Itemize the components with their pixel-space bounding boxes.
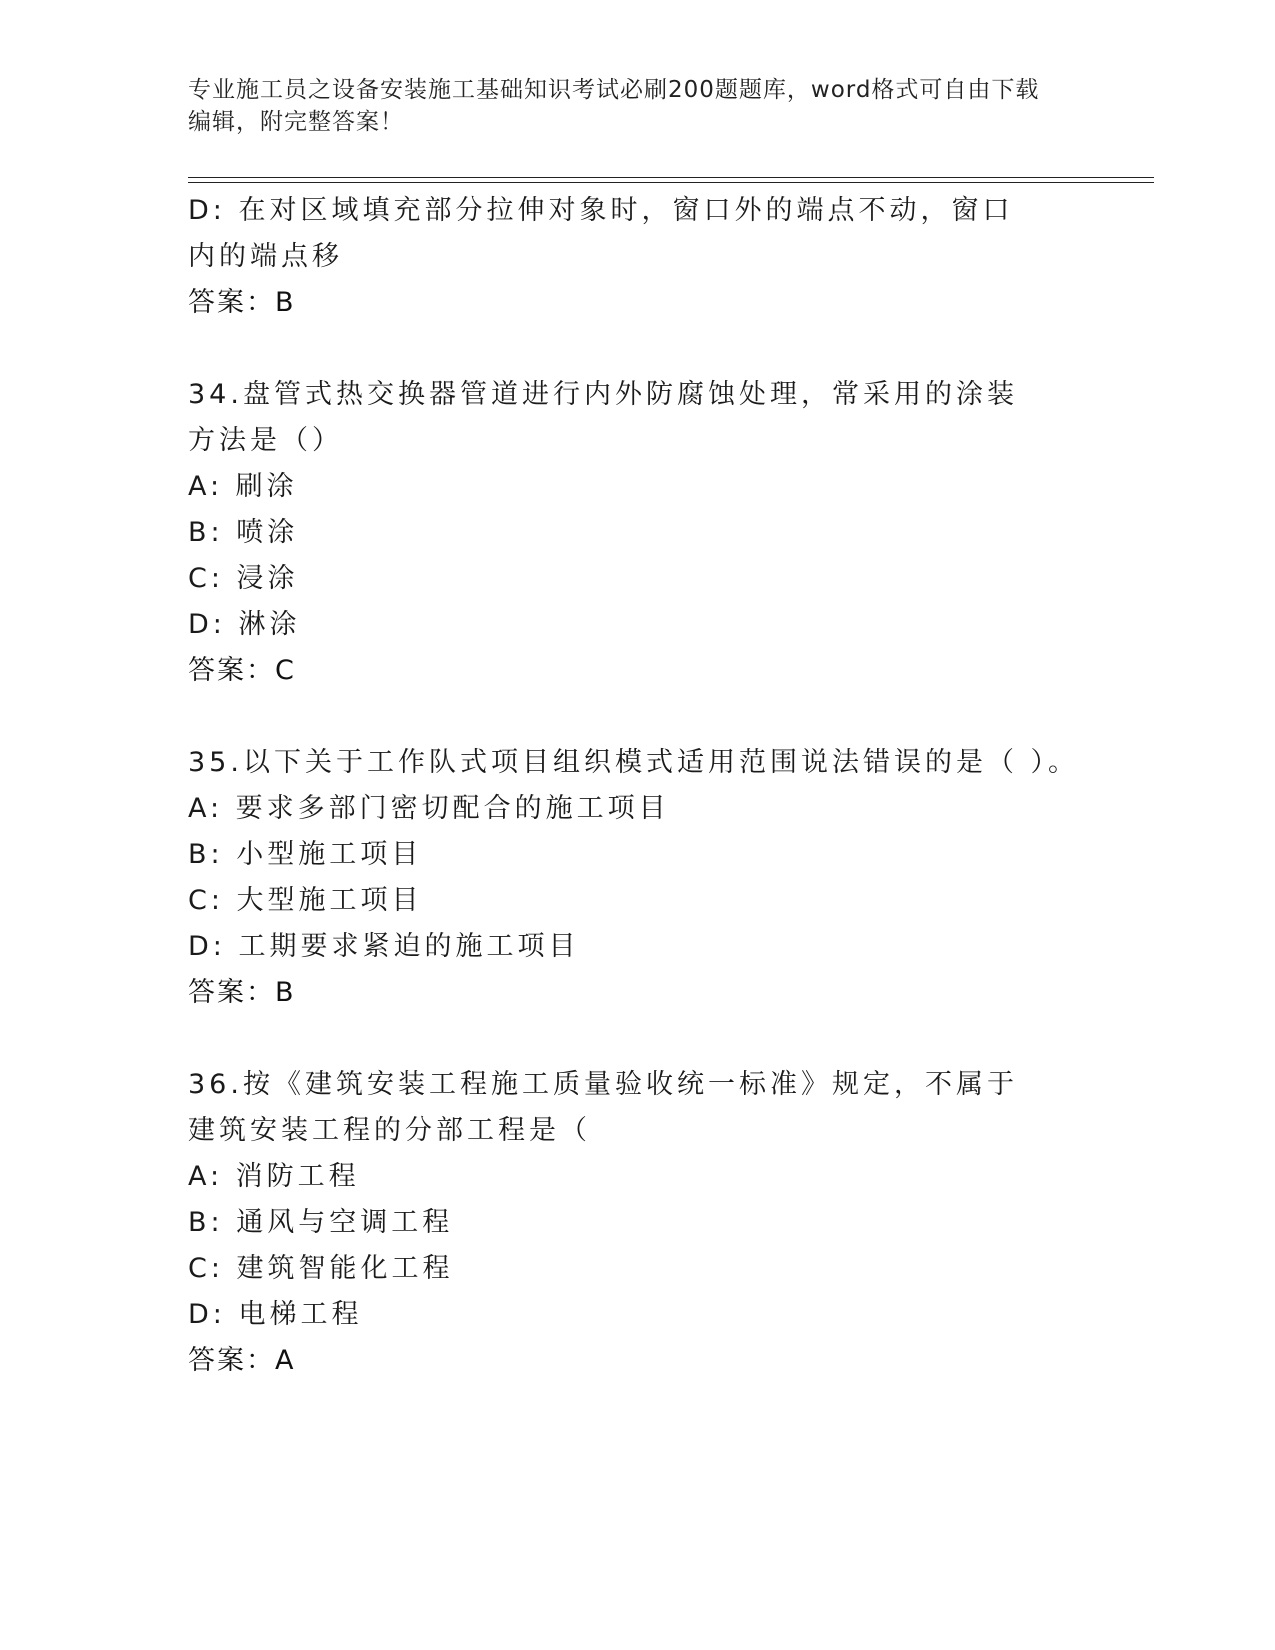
question-text: 36.按《建筑安装工程施工质量验收统一标准》规定，不属于建筑安装工程的分部工程是（: [188, 1069, 1018, 1146]
question-text: 35.以下关于工作队式项目组织模式适用范围说法错误的是（ ）。: [188, 747, 1080, 778]
option-b: B: 小型施工项目: [188, 839, 423, 870]
header-title-line-2: 编辑，附完整答案！: [188, 109, 404, 135]
document-header: [188, 74, 1068, 138]
question-block-36: [188, 1062, 1068, 1384]
header-title-line-1: 专业施工员之设备安装施工基础知识考试必刷200题题库，word格式可自由下载: [188, 77, 1040, 103]
option-d: D: 在对区域填充部分拉伸对象时，窗口外的端点不动，窗口内的端点移: [188, 195, 1014, 272]
option-c: C: 建筑智能化工程: [188, 1253, 454, 1284]
header-divider-bottom: [188, 182, 1154, 183]
block-spacer: [188, 694, 1068, 740]
option-a: A: 要求多部门密切配合的施工项目: [188, 793, 670, 824]
option-b: B: 喷涂: [188, 517, 299, 548]
option-d: D: 电梯工程: [188, 1299, 363, 1330]
question-block-35: [188, 740, 1080, 1016]
question-block-34: [188, 372, 1068, 694]
question-text: 34.盘管式热交换器管道进行内外防腐蚀处理，常采用的涂装方法是（）: [188, 379, 1018, 456]
answer-line: 答案：B: [188, 287, 296, 318]
option-c: C: 大型施工项目: [188, 885, 423, 916]
block-spacer: [188, 1016, 1068, 1062]
option-a: A: 刷涂: [188, 471, 298, 502]
block-spacer: [188, 326, 1068, 372]
answer-line: 答案：C: [188, 655, 296, 686]
question-list: [188, 188, 1080, 1384]
option-d: D: 淋涂: [188, 609, 301, 640]
header-divider-top: [188, 177, 1154, 178]
option-a: A: 消防工程: [188, 1161, 360, 1192]
answer-line: 答案：B: [188, 977, 296, 1008]
option-c: C: 浸涂: [188, 563, 299, 594]
answer-line: 答案：A: [188, 1345, 296, 1376]
option-b: B: 通风与空调工程: [188, 1207, 454, 1238]
question-block-33: [188, 188, 1068, 326]
option-d: D: 工期要求紧迫的施工项目: [188, 931, 580, 962]
